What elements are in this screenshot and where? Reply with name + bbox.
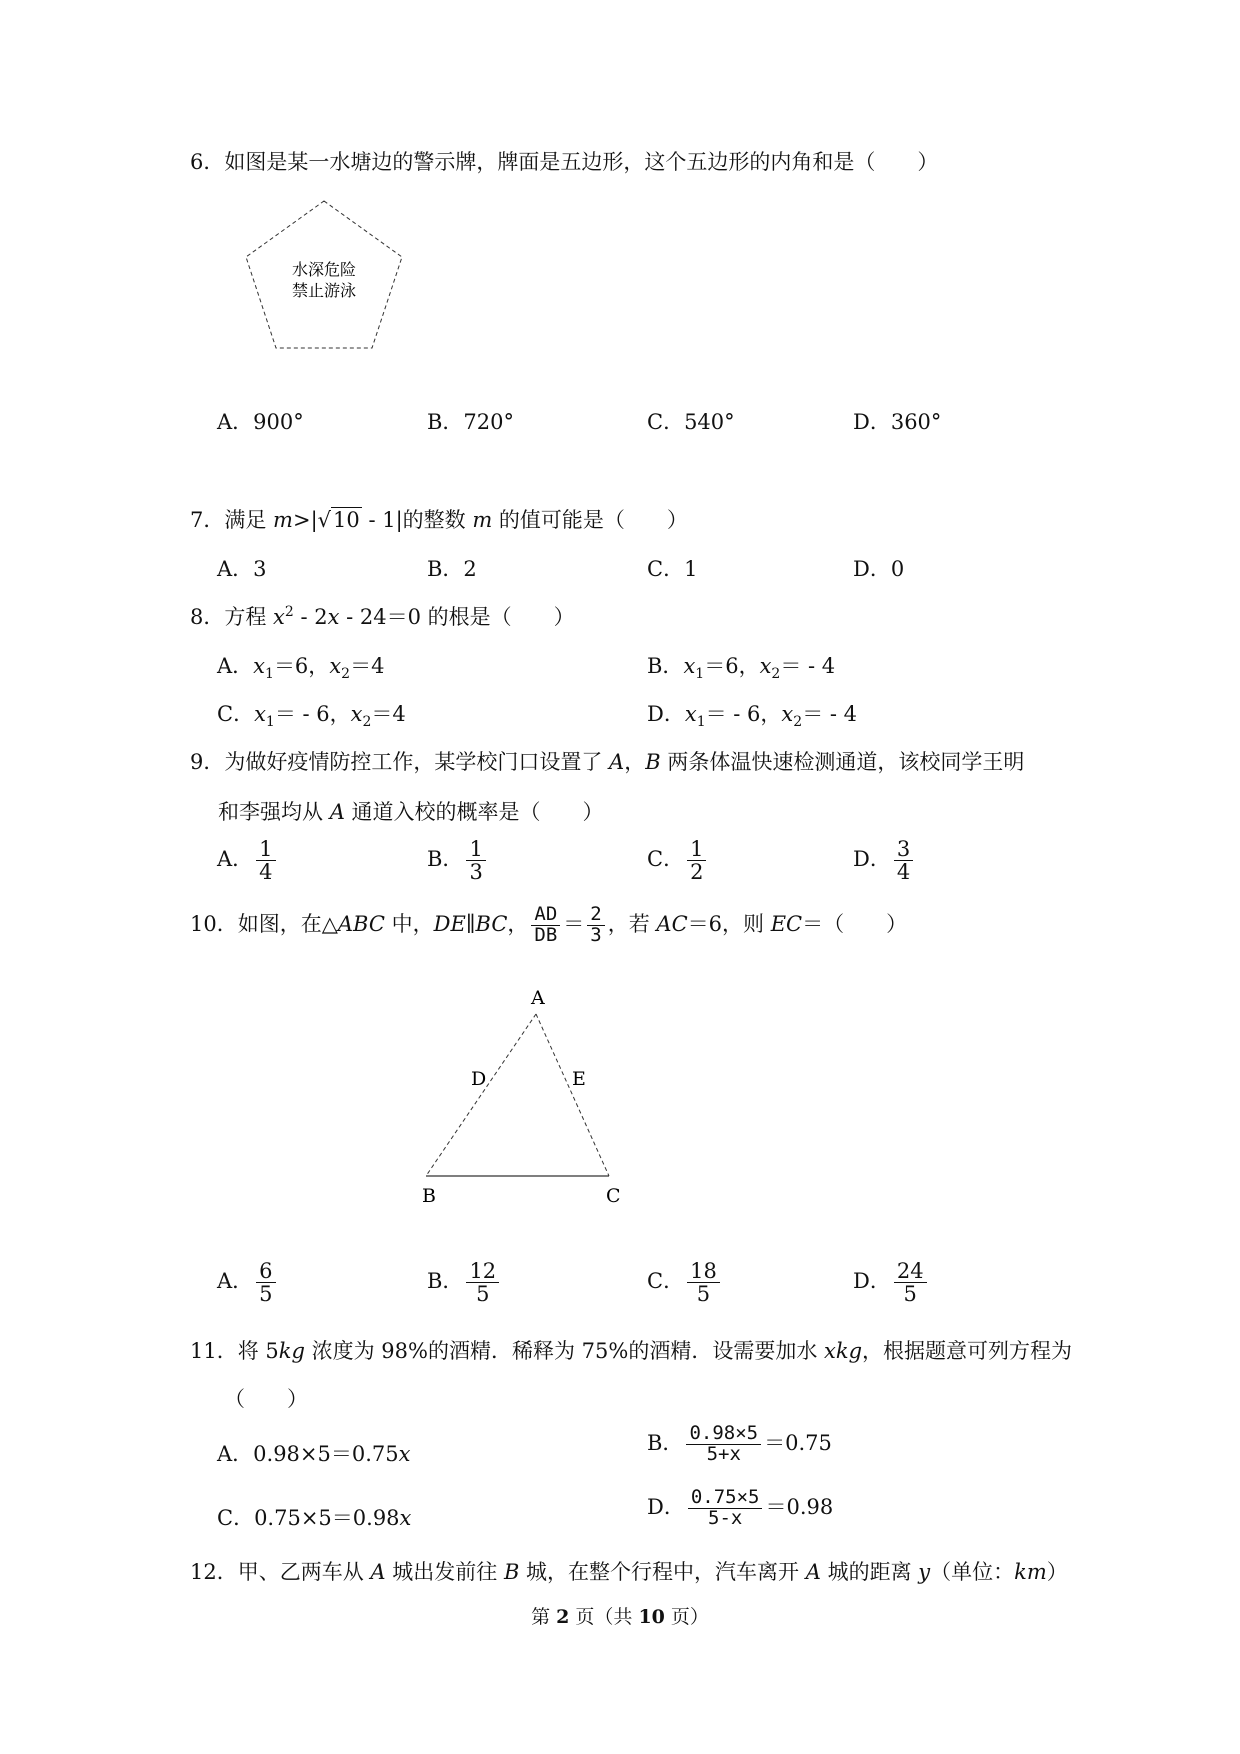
q10-option-a[interactable]: A． $\frac{6}{5}$ [217, 1260, 279, 1305]
fraction-2-3: $\frac{2}{3}$ [587, 905, 604, 946]
fraction: $\frac{0.75\times 5}{5-x}$ [688, 1488, 763, 1529]
sign-text-line2: 禁止游泳 [291, 281, 357, 300]
q6-option-b[interactable]: B．720° [427, 410, 515, 434]
warning-sign-pentagon [240, 195, 410, 355]
point-label-d: D [471, 1068, 487, 1090]
page-footer: 第 2 页（共 10 页） [531, 1606, 709, 1628]
point-label-e: E [572, 1068, 586, 1090]
sign-text-line1: 水深危险 [291, 260, 357, 279]
question-8-stem: 8．方程 $x^2 - 2x - 24=0$ 的根是（ ） [190, 604, 575, 629]
q10-option-d[interactable]: D． $\frac{24}{5}$ [853, 1260, 930, 1305]
question-11-paren: （ ） [224, 1387, 308, 1411]
side-ab [426, 1014, 536, 1176]
q7-option-c[interactable]: C．1 [647, 557, 698, 581]
q9-option-a[interactable]: A． $\frac{1}{4}$ [217, 838, 279, 883]
q7-option-a[interactable]: A．3 [217, 557, 267, 581]
q9-option-b[interactable]: B． $\frac{1}{3}$ [427, 838, 489, 883]
fraction: $\frac{24}{5}$ [894, 1260, 927, 1305]
fraction: $\frac{1}{2}$ [687, 838, 706, 883]
question-9-stem-line2: 和李强均从 A 通道入校的概率是（ ） [218, 800, 604, 824]
q9-option-d[interactable]: D． $\frac{3}{4}$ [853, 838, 916, 883]
question-9-stem-line1: 9．为做好疫情防控工作，某学校门口设置了 A，B 两条体温快速检测通道，该校同学王明 [190, 750, 1025, 774]
q10-option-c[interactable]: C． $\frac{18}{5}$ [647, 1260, 723, 1305]
question-12-stem: 12．甲、乙两车从 A 城出发前往 B 城，在整个行程中，汽车离开 A 城的距离 y（单位：km） [190, 1560, 1068, 1584]
fraction: $\frac{18}{5}$ [687, 1260, 720, 1305]
question-11-stem: 11．将 5kg 浓度为 98%的酒精．稀释为 75%的酒精．设需要加水 xkg，根据题意可列方程为 [190, 1339, 1073, 1363]
q9-option-c[interactable]: C． $\frac{1}{2}$ [647, 838, 709, 883]
q11-option-b[interactable]: B． $\frac{0.98\times 5}{5+x}$ ＝0.75 [647, 1422, 832, 1465]
fraction: $\frac{3}{4}$ [894, 838, 913, 883]
side-ac [536, 1014, 609, 1176]
vertex-label-c: C [606, 1185, 621, 1207]
fraction: $\frac{1}{3}$ [466, 838, 485, 883]
question-10-stem: 10．如图，在△ABC 中，DE∥BC， $\frac{AD}{DB}$ ＝ $\frac{2}{3}$ ，若 AC＝6，则 EC＝（ ） [190, 903, 908, 946]
fraction: $\frac{6}{5}$ [256, 1260, 275, 1305]
vertex-label-a: A [531, 987, 545, 1009]
fraction: $\frac{12}{5}$ [466, 1260, 499, 1305]
q7-option-b[interactable]: B．2 [427, 557, 477, 581]
q11-option-c[interactable]: C．0.75×5＝0.98x [217, 1506, 412, 1530]
q7-option-d[interactable]: D．0 [853, 557, 905, 581]
sqrt-expression: √10 [317, 508, 360, 532]
q11-option-a[interactable]: A．0.98×5＝0.75x [217, 1442, 411, 1466]
triangle-abc-diagram [410, 980, 640, 1220]
fraction: $\frac{1}{4}$ [256, 838, 275, 883]
q11-option-d[interactable]: D． $\frac{0.75\times 5}{5-x}$ ＝0.98 [647, 1486, 834, 1529]
q8-option-a[interactable]: A．$x_1=6$，$x_2=4$ [217, 654, 385, 683]
fraction: $\frac{0.98\times 5}{5+x}$ [686, 1424, 761, 1465]
q6-option-d[interactable]: D．360° [853, 410, 942, 434]
q10-option-b[interactable]: B． $\frac{12}{5}$ [427, 1260, 502, 1305]
q8-option-c[interactable]: C．$x_1= - 6$，$x_2=4$ [217, 702, 406, 731]
q8-option-d[interactable]: D．$x_1= - 6$，$x_2= - 4$ [647, 702, 857, 731]
fraction-ad-db: $\frac{AD}{DB}$ [531, 905, 560, 946]
question-7-stem: 7．满足 m>|√10 - 1|的整数 m 的值可能是（ ） [190, 508, 688, 532]
q6-option-c[interactable]: C．540° [647, 410, 735, 434]
q8-option-b[interactable]: B．$x_1=6$，$x_2= - 4$ [647, 654, 836, 683]
question-6-stem: 6．如图是某一水塘边的警示牌，牌面是五边形，这个五边形的内角和是（ ） [190, 150, 939, 174]
q6-option-a[interactable]: A．900° [217, 410, 304, 434]
vertex-label-b: B [422, 1185, 436, 1207]
